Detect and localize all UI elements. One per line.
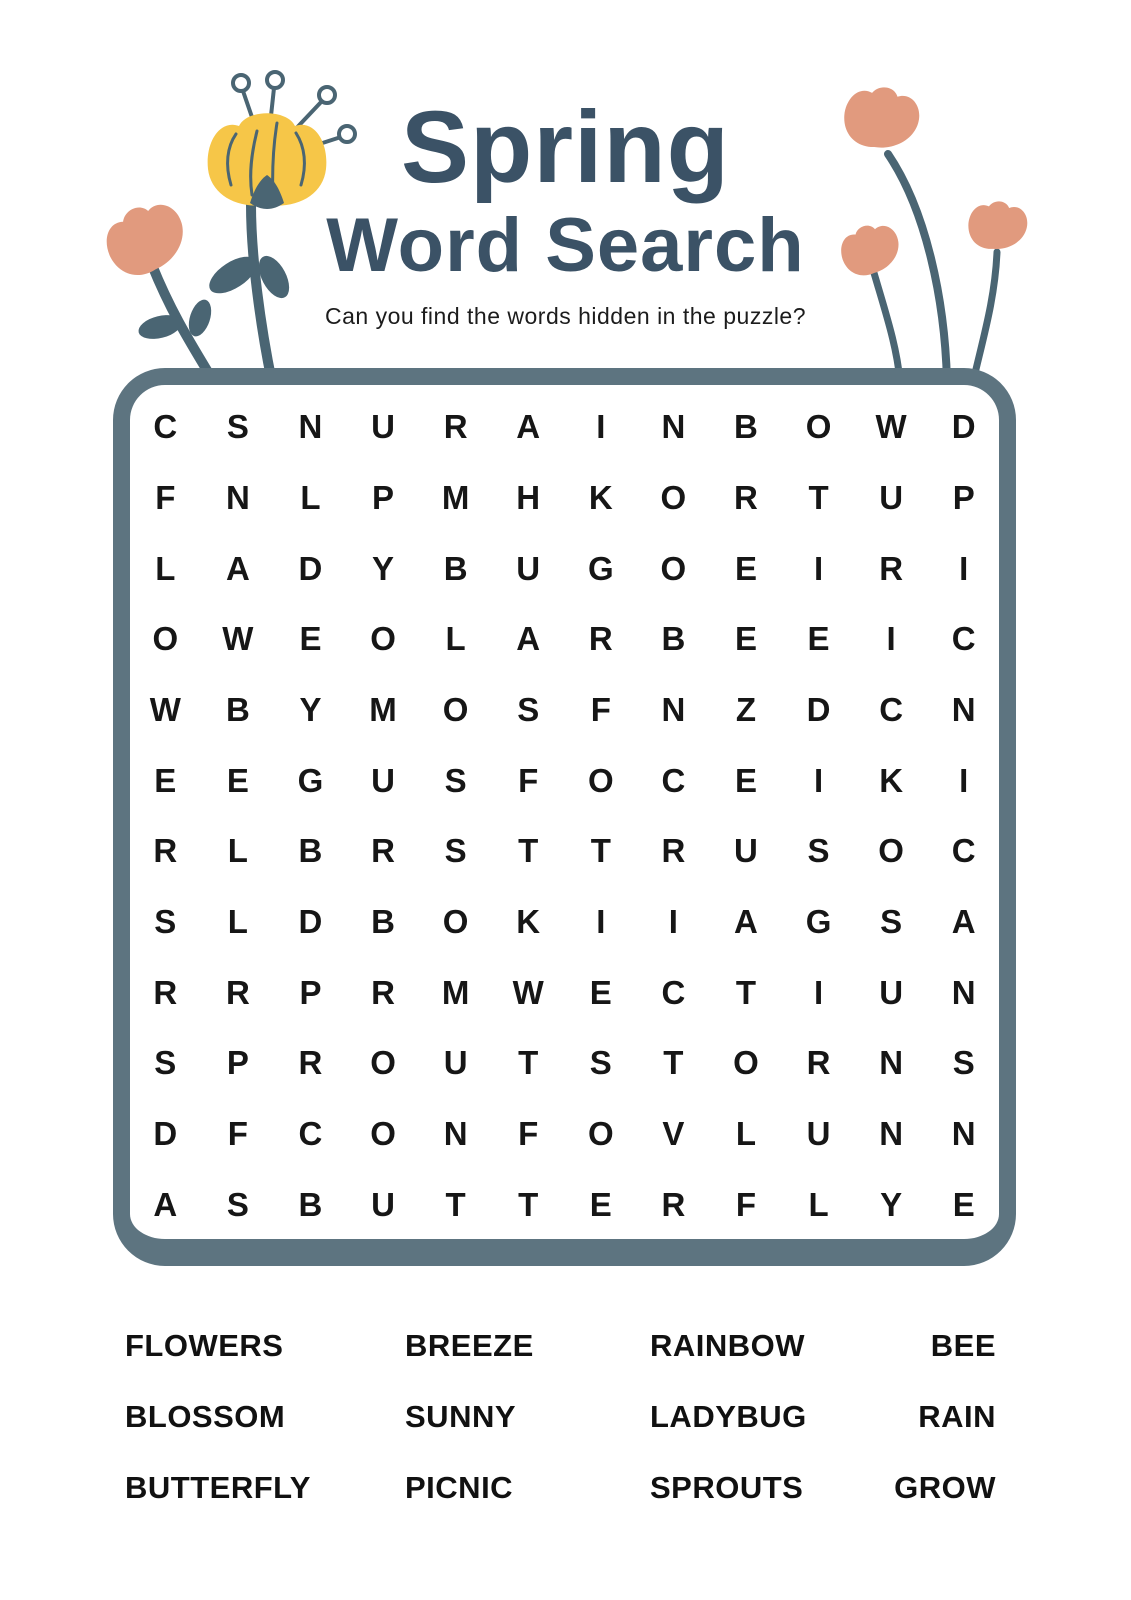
grid-letter: R <box>225 973 250 1011</box>
word-item: LADYBUG <box>650 1399 807 1434</box>
grid-letter: O <box>878 832 904 870</box>
grid-letter: R <box>661 832 686 870</box>
word-item: RAIN <box>918 1399 996 1434</box>
grid-letter: Y <box>299 690 322 728</box>
grid-letter: M <box>441 478 470 516</box>
grid-letter: R <box>371 832 395 870</box>
grid-letter: T <box>518 1185 539 1223</box>
grid-letter: P <box>226 1044 249 1082</box>
grid-letter: R <box>661 1185 686 1223</box>
grid-letter: N <box>661 408 686 446</box>
grid-letter: C <box>661 973 686 1011</box>
grid-letter: R <box>806 1044 831 1082</box>
grid-letter: U <box>371 761 395 799</box>
grid-letter: C <box>298 1114 323 1152</box>
grid-letter: N <box>298 408 323 446</box>
grid-letter: S <box>226 408 249 446</box>
word-item: BUTTERFLY <box>125 1470 311 1505</box>
grid-letter: O <box>442 902 469 940</box>
grid-letter: F <box>518 1114 539 1152</box>
grid-letter: Y <box>880 1185 903 1223</box>
grid-letter: E <box>734 549 757 587</box>
grid-letter: R <box>371 973 395 1011</box>
grid-letter: O <box>805 408 832 446</box>
grid-letter: C <box>153 408 178 446</box>
grid-letter: I <box>886 620 896 658</box>
grid-letter: B <box>661 620 686 658</box>
grid-letter: K <box>516 902 541 940</box>
grid-letter: I <box>596 408 606 446</box>
grid-letter: I <box>813 761 824 799</box>
grid-letter: A <box>734 902 758 940</box>
word-item: RAINBOW <box>650 1328 806 1363</box>
grid-letter: G <box>297 761 324 799</box>
grid-letter: U <box>879 973 904 1011</box>
grid-letter: R <box>734 478 758 516</box>
grid-letter: O <box>152 620 179 658</box>
grid-letter: K <box>588 478 613 516</box>
page-title-line-1: Spring <box>401 90 730 204</box>
grid-letter: S <box>517 690 540 728</box>
grid-letter: T <box>808 478 829 516</box>
grid-letter: U <box>371 408 395 446</box>
word-item: FLOWERS <box>125 1328 284 1363</box>
grid-letter: U <box>371 1185 395 1223</box>
grid-letter: T <box>445 1185 466 1223</box>
grid-letter: N <box>951 1114 976 1152</box>
grid-letter: W <box>512 973 544 1011</box>
grid-letter: Z <box>735 690 757 728</box>
letter-grid <box>129 392 1000 1240</box>
grid-letter: G <box>587 549 614 587</box>
grid-letter: R <box>879 549 904 587</box>
grid-letter: P <box>952 478 975 516</box>
grid-letter: I <box>813 973 824 1011</box>
grid-letter: A <box>516 408 541 446</box>
grid-letter: E <box>952 1185 975 1223</box>
grid-letter: A <box>951 902 976 940</box>
grid-letter: N <box>951 973 976 1011</box>
word-item: PICNIC <box>405 1470 514 1505</box>
grid-letter: D <box>806 690 831 728</box>
grid-letter: R <box>298 1044 323 1082</box>
grid-letter: N <box>661 690 686 728</box>
grid-letter: N <box>879 1044 904 1082</box>
word-item: BEE <box>930 1328 996 1363</box>
grid-letter: A <box>516 620 541 658</box>
grid-letter: E <box>299 620 322 658</box>
grid-letter: S <box>154 902 177 940</box>
grid-letter: W <box>875 408 907 446</box>
subtitle: Can you find the words hidden in the puzzle? <box>324 303 807 329</box>
grid-letter: F <box>590 690 611 728</box>
grid-letter: O <box>370 620 396 658</box>
grid-letter: O <box>660 478 687 516</box>
grid-letter: L <box>300 478 321 516</box>
grid-letter: E <box>226 761 249 799</box>
grid-letter: L <box>445 620 466 658</box>
grid-letter: W <box>222 620 254 658</box>
grid-letter: O <box>370 1114 396 1152</box>
grid-letter: S <box>154 1044 177 1082</box>
grid-letter: W <box>149 690 181 728</box>
grid-letter: U <box>879 478 904 516</box>
grid-letter: M <box>441 973 470 1011</box>
grid-letter: N <box>951 690 976 728</box>
grid-letter: H <box>516 478 541 516</box>
word-column-2 <box>405 1329 534 1505</box>
grid-letter: D <box>298 549 323 587</box>
grid-letter: L <box>735 1114 757 1152</box>
grid-letter: S <box>589 1044 612 1082</box>
grid-letter: E <box>589 1185 612 1223</box>
grid-letter: F <box>155 478 176 516</box>
grid-letter: S <box>226 1185 249 1223</box>
grid-letter: O <box>660 549 687 587</box>
grid-letter: U <box>516 549 541 587</box>
grid-letter: U <box>806 1114 831 1152</box>
grid-letter: F <box>518 761 539 799</box>
grid-letter: O <box>587 761 614 799</box>
word-column-3 <box>650 1329 807 1505</box>
grid-letter: L <box>808 1185 829 1223</box>
grid-letter: L <box>155 549 176 587</box>
grid-letter: I <box>959 549 969 587</box>
grid-letter: R <box>443 408 468 446</box>
grid-letter: S <box>444 832 467 870</box>
grid-letter: I <box>959 761 969 799</box>
grid-letter: R <box>153 832 178 870</box>
grid-letter: T <box>518 832 539 870</box>
grid-letter: B <box>298 1185 323 1223</box>
grid-letter: S <box>444 761 467 799</box>
grid-letter: G <box>805 902 832 940</box>
word-column-1 <box>125 1329 311 1505</box>
grid-letter: P <box>372 478 395 516</box>
grid-letter: M <box>369 690 397 728</box>
grid-letter: S <box>807 832 830 870</box>
grid-letter: O <box>370 1044 396 1082</box>
grid-letter: O <box>587 1114 614 1152</box>
grid-letter: C <box>951 620 976 658</box>
grid-letter: A <box>153 1185 178 1223</box>
grid-letter: N <box>225 478 250 516</box>
grid-letter: Y <box>372 549 395 587</box>
word-item: SPROUTS <box>650 1470 804 1505</box>
grid-letter: B <box>371 902 395 940</box>
grid-letter: K <box>879 761 904 799</box>
grid-letter: R <box>153 973 178 1011</box>
grid-letter: N <box>879 1114 904 1152</box>
grid-letter: F <box>227 1114 248 1152</box>
page-title-line-2: Word Search <box>326 203 805 288</box>
grid-letter: T <box>663 1044 684 1082</box>
grid-letter: O <box>442 690 469 728</box>
grid-letter: A <box>225 549 250 587</box>
grid-letter: T <box>735 973 757 1011</box>
grid-letter: F <box>735 1185 757 1223</box>
grid-letter: B <box>734 408 758 446</box>
grid-letter: V <box>662 1114 685 1152</box>
grid-letter: S <box>880 902 903 940</box>
grid-letter: N <box>443 1114 468 1152</box>
grid-letter: O <box>733 1044 759 1082</box>
word-item: GROW <box>894 1470 996 1505</box>
word-item: BLOSSOM <box>125 1399 286 1434</box>
grid-letter: E <box>589 973 612 1011</box>
grid-letter: E <box>807 620 830 658</box>
grid-letter: U <box>443 1044 468 1082</box>
word-column-4 <box>894 1329 996 1505</box>
grid-letter: C <box>661 761 686 799</box>
word-item: SUNNY <box>405 1399 517 1434</box>
grid-letter: E <box>154 761 177 799</box>
grid-letter: B <box>298 832 323 870</box>
grid-letter: U <box>734 832 758 870</box>
grid-letter: B <box>225 690 250 728</box>
grid-letter: S <box>952 1044 975 1082</box>
grid-letter: D <box>298 902 323 940</box>
grid-letter: I <box>813 549 824 587</box>
grid-letter: D <box>951 408 976 446</box>
word-item: BREEZE <box>405 1328 534 1363</box>
grid-letter: L <box>227 902 248 940</box>
grid-letter: P <box>299 973 322 1011</box>
grid-letter: T <box>590 832 611 870</box>
grid-letter: D <box>153 1114 178 1152</box>
grid-letter: R <box>588 620 613 658</box>
grid-letter: E <box>734 620 757 658</box>
grid-letter: I <box>668 902 678 940</box>
grid-letter: C <box>879 690 904 728</box>
grid-letter: L <box>227 832 248 870</box>
grid-letter: I <box>596 902 606 940</box>
grid-letter: C <box>951 832 976 870</box>
grid-letter: T <box>518 1044 539 1082</box>
grid-letter: E <box>734 761 757 799</box>
grid-letter: B <box>443 549 468 587</box>
